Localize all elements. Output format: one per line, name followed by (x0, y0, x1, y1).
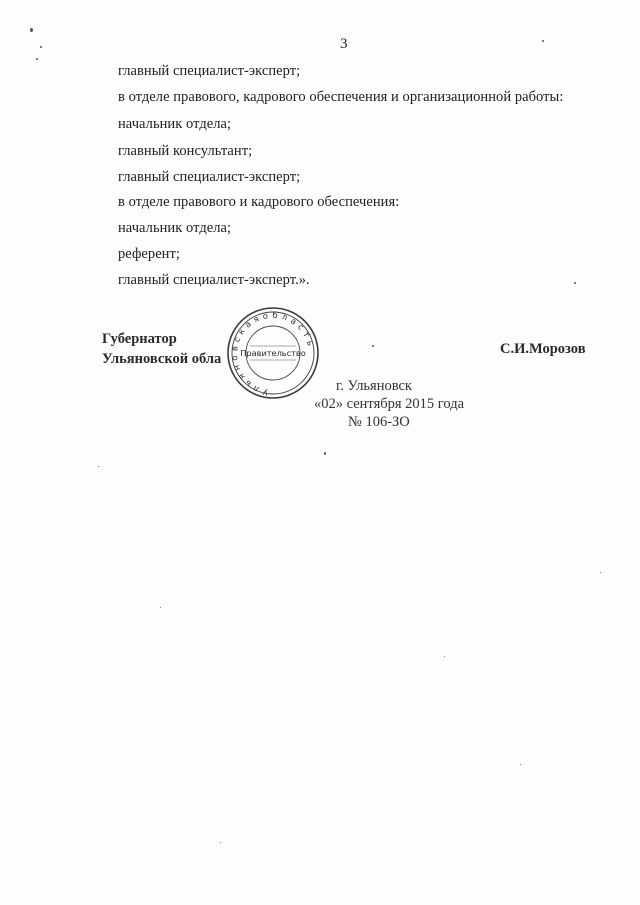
closing-number: № 106-ЗО (348, 414, 410, 430)
scan-speck (520, 764, 521, 765)
body-line-6: в отделе правового и кадрового обеспечения: (118, 194, 400, 210)
scan-speck (600, 572, 601, 573)
body-line-5: главный специалист-эксперт; (118, 169, 301, 185)
scan-speck (372, 345, 374, 347)
scan-speck (324, 452, 326, 455)
body-line-4: главный консультант; (118, 143, 253, 159)
body-line-9: главный специалист-эксперт.». (118, 272, 310, 288)
scan-speck (574, 282, 576, 284)
body-line-1: главный специалист-эксперт; (118, 63, 301, 79)
scan-speck (36, 58, 38, 60)
closing-date: «02» сентября 2015 года (314, 396, 465, 412)
signatory-position-line1: Губернатор (102, 331, 177, 347)
body-line-7: начальник отдела; (118, 220, 232, 236)
scan-speck (30, 28, 33, 32)
body-line-2: в отделе правового, кадрового обеспечения и организационной работы: (118, 89, 564, 105)
body-line-3: начальник отдела; (118, 116, 232, 132)
signatory-position-line2: Ульяновской обла (102, 351, 222, 367)
scan-speck (444, 656, 445, 657)
scan-speck (40, 46, 42, 48)
svg-text:Правительство: Правительство (240, 348, 306, 358)
official-stamp (221, 306, 325, 400)
scan-speck (220, 842, 221, 843)
page-number: 3 (340, 36, 348, 52)
scan-speck (160, 607, 161, 608)
scan-speck (542, 40, 544, 42)
body-line-8: референт; (118, 246, 180, 262)
closing-city: г. Ульяновск (336, 378, 412, 394)
signatory-name: С.И.Морозов (500, 341, 586, 357)
svg-text:У л ь я н о в с к а я о б л: У л ь я н о в с к а я о б л а с т ь (228, 309, 317, 398)
scan-speck (98, 466, 99, 467)
